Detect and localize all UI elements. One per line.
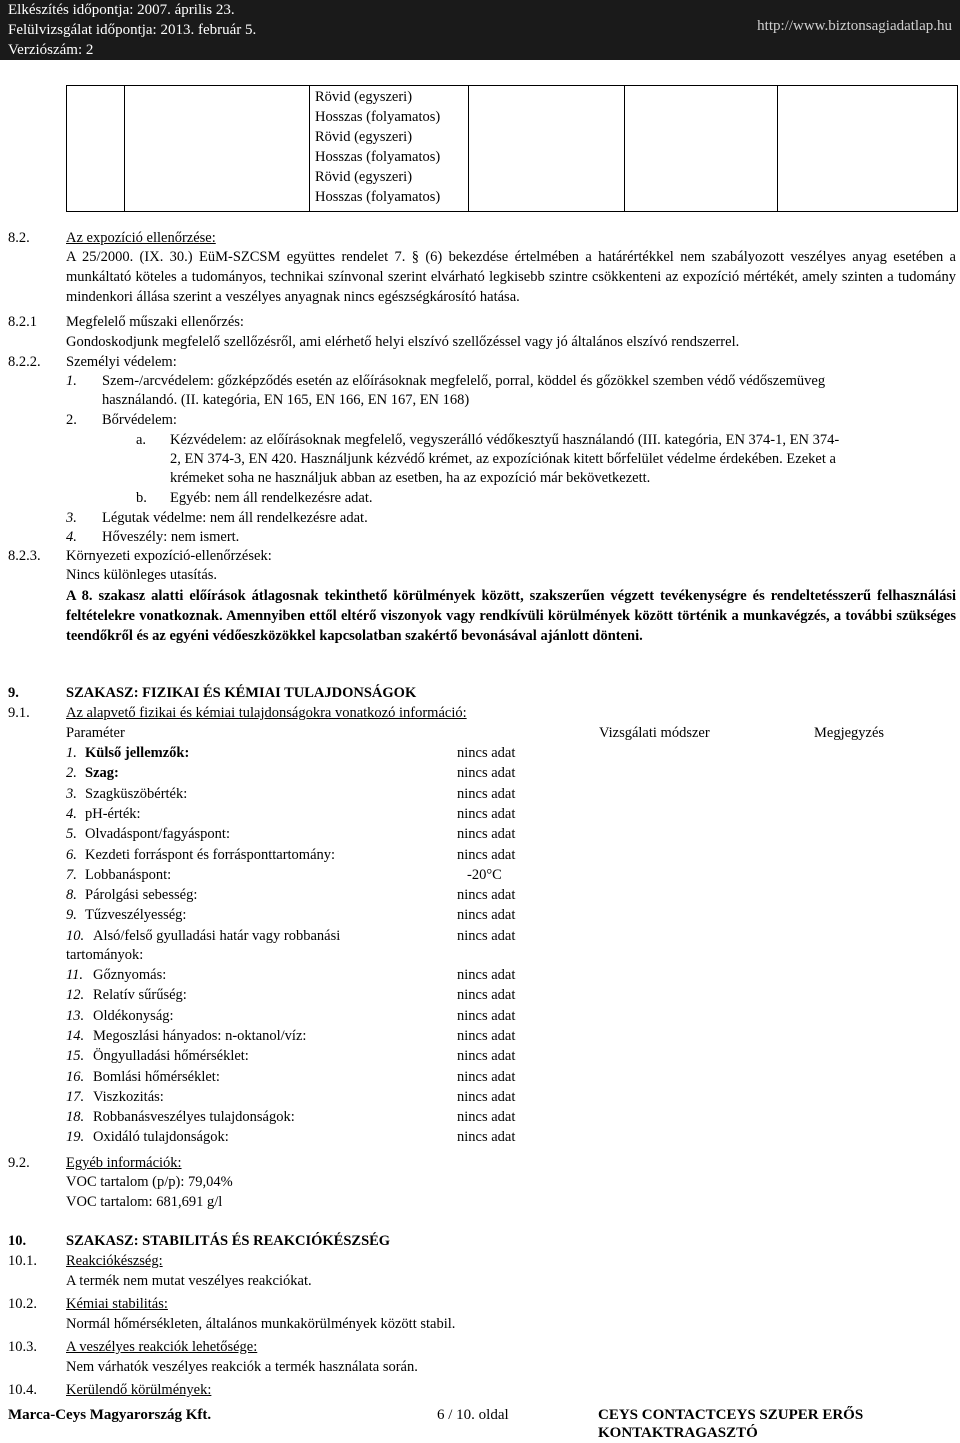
section-number: 9.	[8, 685, 19, 701]
footer-product: CEYS CONTACTCEYS SZUPER ERŐS	[598, 1407, 864, 1423]
property-number: 2.	[66, 765, 77, 782]
property-value: -20°C	[467, 866, 502, 883]
property-value: nincs adat	[457, 1007, 516, 1024]
property-label: Párolgási sebesség:	[85, 887, 198, 904]
section-text: Nem várhatók veszélyes reakciók a termék használata során.	[66, 1359, 418, 1375]
section-title: A veszélyes reakciók lehetősége:	[66, 1339, 258, 1355]
section-title: Kémiai stabilitás:	[66, 1296, 168, 1312]
property-label: Alsó/felső gyulladási határ vagy robbanási	[93, 927, 341, 944]
section-title: Reakciókészség:	[66, 1253, 163, 1269]
section-heading: SZAKASZ: STABILITÁS ÉS REAKCIÓKÉSZSÉG	[66, 1233, 391, 1249]
eye-protection-text: használandó. (II. kategória, EN 165, EN 166, EN 167, EN 168)	[102, 392, 470, 408]
table-cell: Hosszas (folyamatos)	[315, 149, 441, 165]
property-number: 1.	[66, 745, 77, 761]
table-cell: Rövid (egyszeri)	[315, 129, 413, 145]
property-value: nincs adat	[457, 967, 516, 983]
eye-protection-text: Szem-/arcvédelem: gőzképződés esetén az előírásoknak megfelelő, porral, köddel és gőzökkel szemben védő védőszemüveg	[102, 373, 826, 389]
ventilation-text: Gondoskodjunk megfelelő szellőzésről, ami elérhető helyi elszívó szellőzéssel vagy jó általános elszívó rendszerrel.	[66, 334, 740, 350]
table-divider	[468, 86, 469, 211]
property-number: 13.	[66, 1007, 85, 1024]
property-label: Robbanásveszélyes tulajdonságok:	[93, 1109, 295, 1126]
page-number: 6 / 10. oldal	[437, 1407, 509, 1423]
property-value: nincs adat	[457, 765, 516, 782]
list-letter: b.	[136, 490, 147, 506]
section-title: Megfelelő műszaki ellenőrzés:	[66, 314, 244, 330]
table-cell: Rövid (egyszeri)	[315, 169, 413, 185]
property-label: Bomlási hőmérséklet:	[93, 1068, 220, 1085]
footer-product: KONTAKTRAGASZTÓ	[598, 1425, 758, 1441]
property-number: 18.	[66, 1109, 85, 1126]
property-number: 14.	[66, 1027, 85, 1044]
property-number: 9.	[66, 907, 77, 924]
version-number: Verziószám: 2	[8, 42, 94, 58]
section-number: 10.	[8, 1233, 27, 1249]
property-number: 12.	[66, 987, 85, 1004]
section-title: Egyéb információk:	[66, 1155, 182, 1171]
property-value: nincs adat	[457, 1088, 516, 1105]
section-number: 10.3.	[8, 1339, 37, 1355]
footer-company: Marca-Ceys Magyarország Kft.	[8, 1407, 212, 1423]
property-label: Szag:	[85, 765, 119, 782]
property-label: Öngyulladási hőmérséklet:	[93, 1048, 249, 1065]
list-number: 1.	[66, 373, 77, 389]
section-number: 8.2.1	[8, 314, 37, 330]
property-number: 4.	[66, 805, 77, 822]
property-label: Tűzveszélyesség:	[85, 907, 187, 924]
section-number: 9.2.	[8, 1155, 30, 1171]
property-label: Oldékonyság:	[93, 1007, 174, 1024]
section-number: 8.2.	[8, 230, 30, 246]
property-label: Olvadáspont/fagyáspont:	[85, 826, 230, 843]
website-link[interactable]: http://www.biztonsagiadatlap.hu	[757, 18, 952, 34]
table-divider	[624, 86, 625, 211]
exposure-duration-table	[66, 85, 958, 212]
property-label: Megoszlási hányados: n-oktanol/víz:	[93, 1027, 307, 1044]
list-number: 3.	[66, 510, 77, 526]
header-banner	[0, 0, 960, 60]
respiratory-protection-text: Légutak védelme: nem áll rendelkezésre adat.	[102, 510, 368, 526]
property-number: 16.	[66, 1068, 85, 1085]
table-divider	[124, 86, 125, 211]
property-value: nincs adat	[457, 927, 516, 944]
section-number: 10.1.	[8, 1253, 37, 1269]
property-number: 15.	[66, 1048, 85, 1065]
hand-protection-text: Kézvédelem: az előírásoknak megfelelő, vegyszerálló védőkesztyű használandó (III. kategória, EN 374-1, EN 374-	[170, 432, 840, 448]
section-number: 10.2.	[8, 1296, 37, 1312]
property-number: 6.	[66, 846, 77, 863]
list-letter: a.	[136, 432, 147, 448]
property-label: Lobbanáspont:	[85, 866, 172, 883]
section-number: 10.4.	[8, 1382, 37, 1398]
property-value: nincs adat	[457, 846, 516, 863]
property-number: 5.	[66, 826, 77, 843]
column-header-method: Vizsgálati módszer	[599, 725, 710, 741]
column-header-parameter: Paraméter	[66, 725, 125, 741]
property-value: nincs adat	[457, 785, 516, 802]
creation-date: Elkészítés időpontja: 2007. április 23.	[8, 2, 235, 18]
skin-protection-label: Bőrvédelem:	[102, 412, 177, 428]
property-number: 17.	[66, 1088, 85, 1105]
property-number: 11.	[66, 967, 84, 983]
property-label: Relatív sűrűség:	[93, 987, 187, 1004]
property-label: Kezdeti forráspont és forrásponttartomány:	[85, 846, 336, 863]
voc-content-gl: VOC tartalom: 681,691 g/l	[66, 1194, 223, 1210]
property-value: nincs adat	[457, 826, 516, 843]
section-title: Személyi védelem:	[66, 354, 177, 370]
property-value: nincs adat	[457, 907, 516, 924]
environmental-text: Nincs különleges utasítás.	[66, 567, 218, 583]
hand-protection-text: krémeket soha ne használjuk abban az esetben, ha az expozíció már bekövetkezett.	[170, 470, 651, 486]
exposure-control-text: A 25/2000. (IX. 30.) EüM-SZCSM együttes rendelet 7. § (6) bekezdése értelmében a határértékkel nem szabályozott veszélyes anyag esetében a munkáltató köteles a tudományos, technikai színvonal szerint elvárható legkisebb szintre csökkenteni az expozíció mértékét, amely szinten a tudomány mindenkori állása szerint a veszélyes anyagnak nincs egészségkárosító hatása.	[66, 249, 956, 305]
table-divider	[309, 86, 310, 211]
table-cell: Rövid (egyszeri)	[315, 89, 413, 105]
section-title: Kerülendő körülmények:	[66, 1382, 212, 1398]
voc-content-percent: VOC tartalom (p/p): 79,04%	[66, 1174, 233, 1190]
section-number: 8.2.3.	[8, 548, 41, 564]
property-number: 19.	[66, 1129, 85, 1146]
property-value: nincs adat	[457, 887, 516, 904]
property-label: Külső jellemzők:	[85, 745, 190, 761]
property-value: nincs adat	[457, 1129, 516, 1146]
property-value: nincs adat	[457, 1068, 516, 1085]
section-title: Az expozíció ellenőrzése:	[66, 230, 216, 246]
section-text: A termék nem mutat veszélyes reakciókat.	[66, 1273, 312, 1289]
property-value: nincs adat	[457, 1109, 516, 1126]
section-title: Környezeti expozíció-ellenőrzések:	[66, 548, 272, 564]
property-number: 7.	[66, 866, 77, 883]
property-value: nincs adat	[457, 1027, 516, 1044]
thermal-hazard-text: Hőveszély: nem ismert.	[102, 529, 240, 545]
property-label: Viszkozitás:	[93, 1088, 164, 1105]
property-number: 10.	[66, 927, 85, 944]
list-number: 2.	[66, 412, 77, 428]
table-divider	[777, 86, 778, 211]
section-title: Az alapvető fizikai és kémiai tulajdonságokra vonatkozó információ:	[66, 705, 467, 721]
property-value: nincs adat	[457, 745, 516, 761]
section-number: 8.2.2.	[8, 354, 41, 370]
property-label: Szagküszöbérték:	[85, 785, 188, 802]
property-value: nincs adat	[457, 987, 516, 1004]
property-value: nincs adat	[457, 805, 516, 822]
property-label: Gőznyomás:	[93, 967, 167, 983]
other-protection-text: Egyéb: nem áll rendelkezésre adat.	[170, 490, 373, 506]
column-header-note: Megjegyzés	[814, 725, 885, 741]
section-number: 9.1.	[8, 705, 30, 721]
property-number: 8.	[66, 887, 77, 904]
property-label: Oxidáló tulajdonságok:	[93, 1129, 229, 1146]
property-label: tartományok:	[66, 946, 144, 963]
table-cell: Hosszas (folyamatos)	[315, 189, 441, 205]
property-value: nincs adat	[457, 1048, 516, 1065]
table-cell: Hosszas (folyamatos)	[315, 109, 441, 125]
revision-date: Felülvizsgálat időpontja: 2013. február 5.	[8, 22, 257, 38]
hand-protection-text: 2, EN 374-3, EN 420. Használjunk kézvédő krémet, az expozíciónak kitett bőrfelület védelme érdekében. Ezeket a	[170, 451, 836, 467]
property-label: pH-érték:	[85, 805, 141, 822]
property-number: 3.	[66, 785, 77, 802]
list-number: 4.	[66, 529, 77, 545]
section-text: Normál hőmérsékleten, általános munkakörülmények között stabil.	[66, 1316, 456, 1332]
section-heading: SZAKASZ: FIZIKAI ÉS KÉMIAI TULAJDONSÁGOK	[66, 685, 417, 701]
section-8-note: A 8. szakasz alatti előírások átlagosnak tekinthető körülmények között, szakszerűen végzett tevékenységre és rendeltetésszerű felhasználási feltételekre vonatkoznak. Amennyiben ettől eltérő viszonyok vagy rendkívüli körülmények között történik a munkavégzés, a további szükséges teendőkről és az egyéni védőeszközökkel kapcsolatban szakértő bevonásával ajánlott dönteni.	[66, 588, 956, 644]
